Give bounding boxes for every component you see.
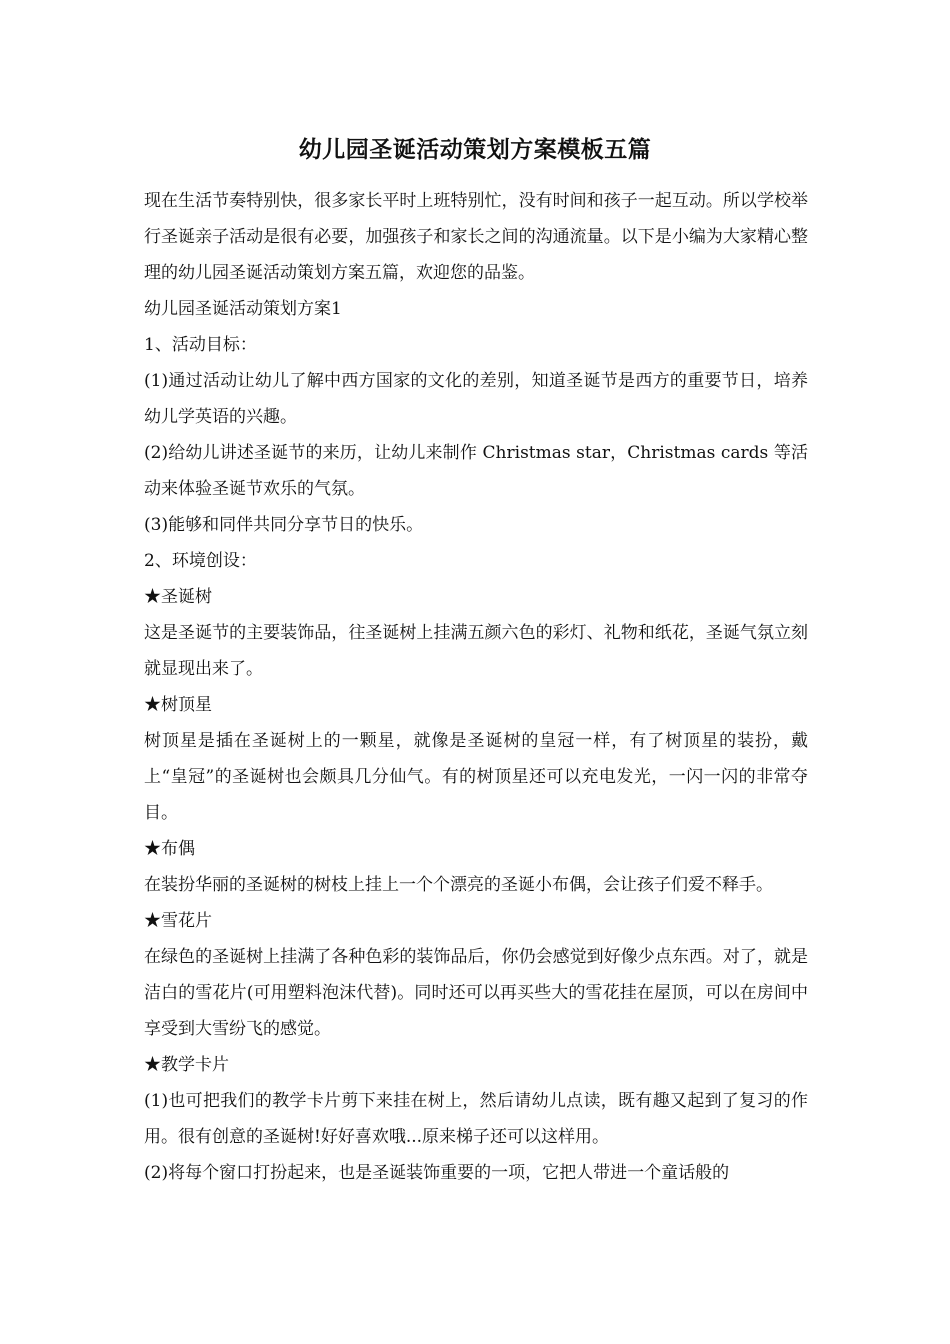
paragraph-dolls: 在装扮华丽的圣诞树的树枝上挂上一个个漂亮的圣诞小布偶，会让孩子们爱不释手。 — [144, 875, 773, 895]
item-heading-teaching-cards: ★教学卡片 — [144, 1055, 229, 1075]
subheading-activity-goals: 1、活动目标： — [144, 335, 257, 355]
goal-item-3: (3)能够和同伴共同分享节日的快乐。 — [144, 515, 424, 535]
paragraph-snowflakes: 在绿色的圣诞树上挂满了各种色彩的装饰品后，你仍会感觉到好像少点东西。对了，就是洁白的雪花片(可用塑料泡沫代替)。同时还可以再买些大的雪花挂在屋顶，可以在房间中享受到大雪纷飞的感觉。 — [144, 947, 808, 1039]
paragraph-teaching-cards-1: (1)也可把我们的教学卡片剪下来挂在树上，然后请幼儿点读，既有趣又起到了复习的作用。很有创意的圣诞树!好好喜欢哦...原来梯子还可以这样用。 — [144, 1091, 808, 1147]
item-heading-dolls: ★布偶 — [144, 839, 195, 859]
document-title: 幼儿园圣诞活动策划方案模板五篇 — [298, 137, 652, 163]
document-body — [144, 183, 808, 1191]
item-heading-christmas-tree: ★圣诞树 — [144, 587, 212, 607]
paragraph-christmas-tree: 这是圣诞节的主要装饰品，往圣诞树上挂满五颜六色的彩灯、礼物和纸花，圣诞气氛立刻就显现出来了。 — [144, 623, 808, 679]
item-heading-tree-top-star: ★树顶星 — [144, 695, 212, 715]
goal-item-2: (2)给幼儿讲述圣诞节的来历，让幼儿来制作 Christmas star，Christmas cards 等活动来体验圣诞节欢乐的气氛。 — [144, 443, 808, 499]
subheading-environment: 2、环境创设： — [144, 551, 257, 571]
goal-item-1: (1)通过活动让幼儿了解中西方国家的文化的差别，知道圣诞节是西方的重要节日，培养幼儿学英语的兴趣。 — [144, 371, 808, 427]
paragraph-tree-top-star: 树顶星是插在圣诞树上的一颗星，就像是圣诞树的皇冠一样，有了树顶星的装扮，戴上“皇冠”的圣诞树也会颇具几分仙气。有的树顶星还可以充电发光，一闪一闪的非常夺目。 — [144, 731, 808, 823]
item-heading-snowflakes: ★雪花片 — [144, 911, 212, 931]
paragraph-teaching-cards-2: (2)将每个窗口打扮起来，也是圣诞装饰重要的一项，它把人带进一个童话般的 — [144, 1163, 730, 1183]
intro-paragraph: 现在生活节奏特别快，很多家长平时上班特别忙，没有时间和孩子一起互动。所以学校举行圣诞亲子活动是很有必要，加强孩子和家长之间的沟通流量。以下是小编为大家精心整理的幼儿园圣诞活动策划方案五篇，欢迎您的品鉴。 — [144, 191, 808, 283]
section-heading-plan-1: 幼儿园圣诞活动策划方案1 — [144, 299, 342, 319]
